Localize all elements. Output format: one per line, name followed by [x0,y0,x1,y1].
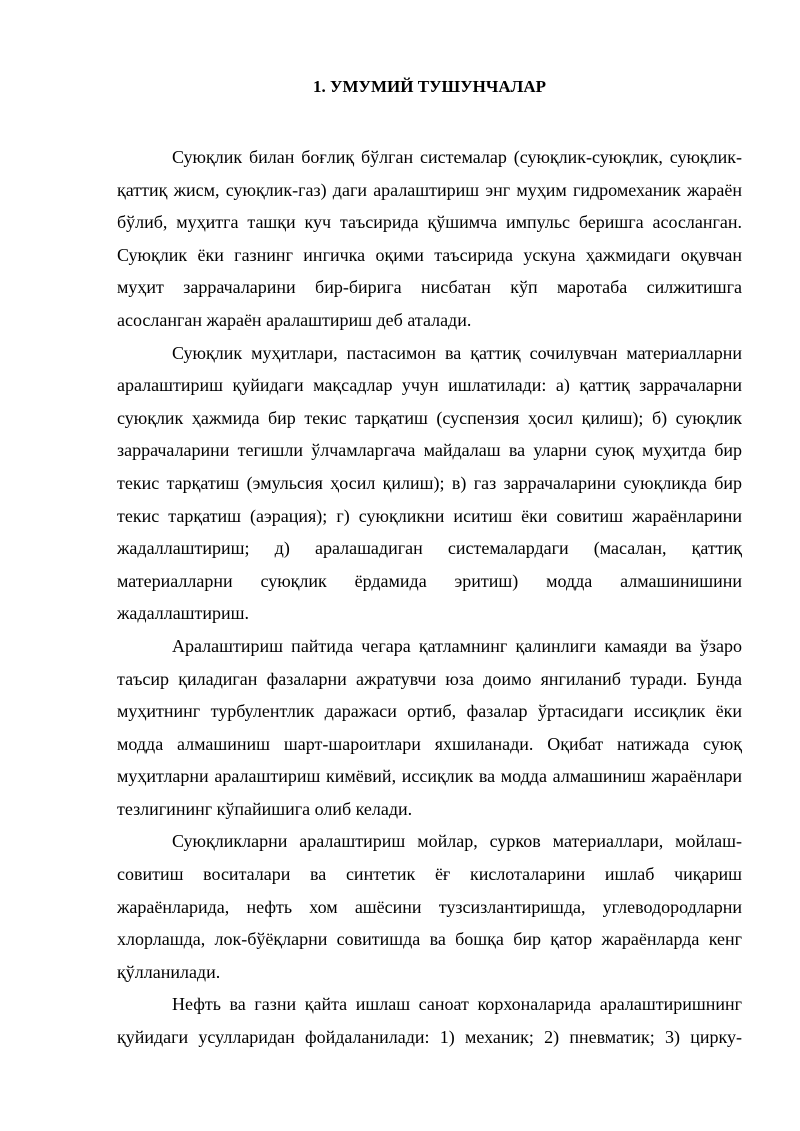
paragraph-4: Суюқликларни аралаштириш мойлар, сурков материаллари, мойлаш-совитиш воситалари ва синтетик ёғ кислоталарини ишлаб чиқариш жараёнларида, нефть хом ашёсини тузсизлантиришда, углеводородларни хлорлашда, лок-бўёқларни совитишда ва бошқа бир қатор жараёнларда кенг қўлланилади. [117,831,742,982]
paragraph-2: Суюқлик муҳитлари, пастасимон ва қаттиқ сочилувчан материалларни аралаштириш қуйидаги мақсадлар учун ишлатилади: а) қаттиқ заррачаларни суюқлик ҳажмида бир текис тарқатиш (суспензия ҳосил қилиш); б) суюқлик заррачаларини тегишли ўлчамларгача майдалаш ва уларни суюқ муҳитда бир текис тарқатиш (эмульсия ҳосил қилиш); в) газ заррачаларини суюқликда бир текис тарқатиш (аэрация); г) суюқликни иситиш ёки совитиш жараёнларини жадаллаштириш; д) аралашадиган системалардаги (масалан, қаттиқ материалларни суюқлик ёрдамида эритиш) модда алмашинишини жадаллаштириш. [117,342,742,624]
paragraph-1: Суюқлик билан боғлиқ бўлган системалар (суюқлик-суюқлик, суюқлик-қаттиқ жисм, суюқлик-газ) даги аралаштириш энг муҳим гидромеханик жараён бўлиб, муҳитга ташқи куч таъсирида қўшимча импульс беришга асосланган. Суюқлик ёки газнинг ингичка оқими таъсирида ускуна ҳажмидаги оқувчан муҳит заррачаларини бир-бирига нисбатан кўп маротаба силжитишга асосланган жараён аралаштириш деб аталади. [117,147,742,330]
paragraph-5: Нефть ва газни қайта ишлаш саноат корхоналарида аралаштиришнинг қуйидаги усулларидан фойдаланилади: 1) механик; 2) пневматик; 3) цирку- [117,994,742,1048]
paragraph-3: Аралаштириш пайтида чегара қатламнинг қалинлиги камаяди ва ўзаро таъсир қиладиган фазаларни ажратувчи юза доимо янгиланиб туради. Бунда муҳитнинг турбулентлик даражаси ортиб, фазалар ўртасидаги иссиқлик ёки модда алмашиниш шарт-шароитлари яхшиланади. Оқибат натижада суюқ муҳитларни аралаштириш кимёвий, иссиқлик ва модда алмашиниш жараёнлари тезлигининг кўпайишига олиб келади. [117,635,742,819]
section-heading: 1. УМУМИЙ ТУШУНЧАЛАР [312,77,546,96]
body-text [117,141,742,1054]
